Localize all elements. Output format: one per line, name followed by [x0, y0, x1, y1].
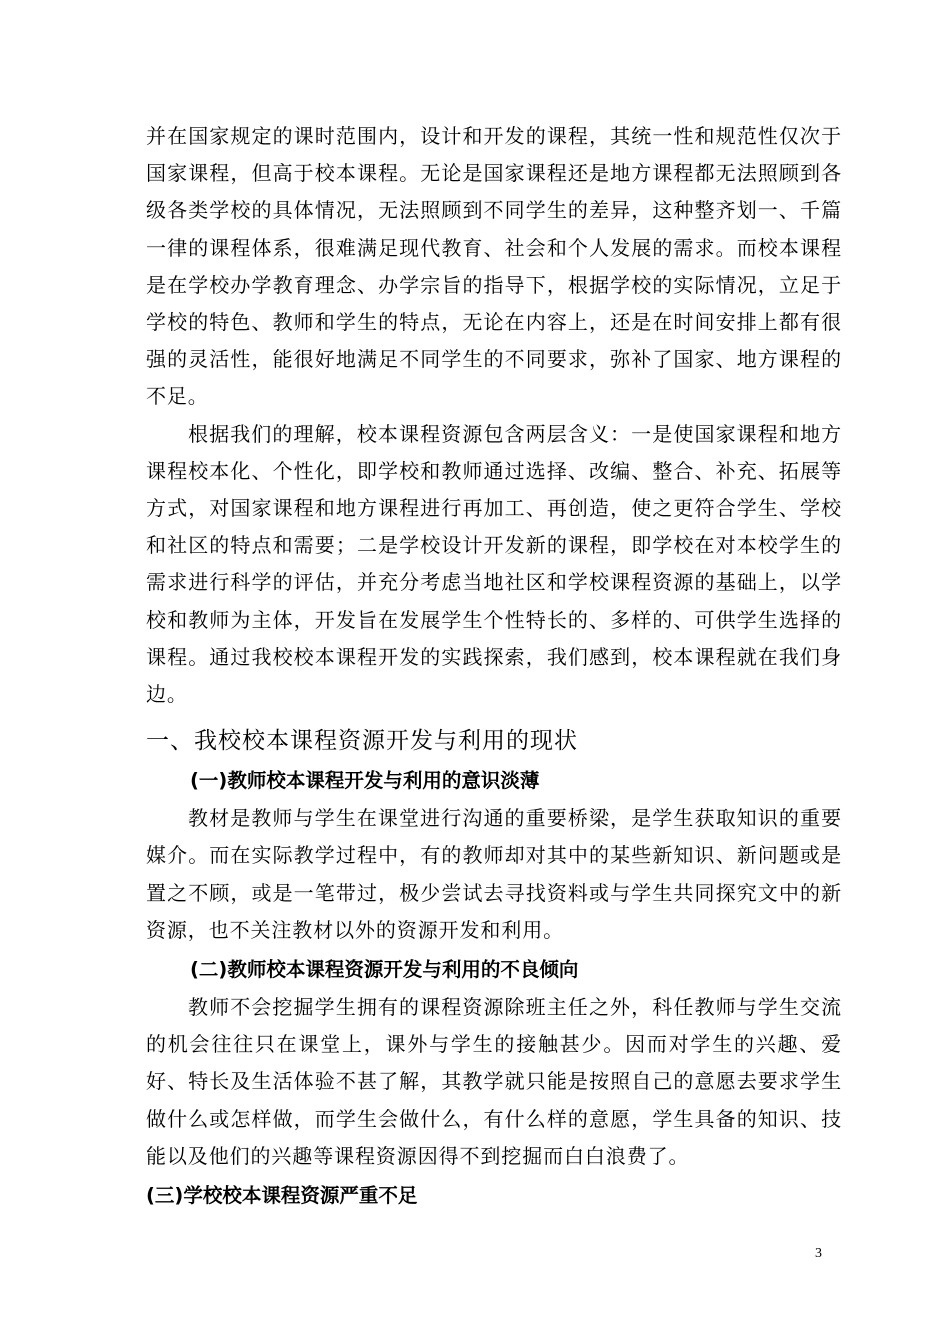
page-number: 3 — [815, 1246, 822, 1261]
body-paragraph: 教材是教师与学生在课堂进行沟通的重要桥梁，是学生获取知识的重要媒介。而在实际教学过程中，有的教师却对其中的某些新知识、新问题或是置之不顾，或是一笔带过，极少尝试去寻找资料或与学生共同探究文中的新资源，也不关注教材以外的资源开发和利用。 — [146, 806, 842, 942]
body-paragraph: 教师不会挖掘学生拥有的课程资源除班主任之外，科任教师与学生交流的机会往往只在课堂上，课外与学生的接触甚少。因而对学生的兴趣、爱好、特长及生活体验不甚了解，其教学就只能是按照自己的意愿去要求学生做什么或怎样做，而学生会做什么，有什么样的意愿，学生具备的知识、技能以及他们的兴趣等课程资源因得不到挖掘而白白浪费了。 — [146, 995, 842, 1168]
body-paragraph: 并在国家规定的课时范围内，设计和开发的课程，其统一性和规范性仅次于国家课程，但高于校本课程。无论是国家课程还是地方课程都无法照顾到各级各类学校的具体情况，无法照顾到不同学生的差异，这种整齐划一、千篇一律的课程体系，很难满足现代教育、社会和个人发展的需求。而校本课程是在学校办学教育理念、办学宗旨的指导下，根据学校的实际情况，立足于学校的特色、教师和学生的特点，无论在内容上，还是在时间安排上都有很强的灵活性，能很好地满足不同学生的不同要求，弥补了国家、地方课程的不足。 — [146, 124, 842, 409]
subsection-heading: (二)教师校本课程资源开发与利用的不良倾向 — [190, 958, 579, 982]
body-paragraph: 根据我们的理解，校本课程资源包含两层含义：一是使国家课程和地方课程校本化、个性化，即学校和教师通过选择、改编、整合、补充、拓展等方式，对国家课程和地方课程进行再加工、再创造，使之更符合学生、学校和社区的特点和需要；二是学校设计开发新的课程，即学校在对本校学生的需求进行科学的评估，并充分考虑当地社区和学校课程资源的基础上，以学校和教师为主体，开发旨在发展学生个性特长的、多样的、可供学生选择的课程。通过我校校本课程开发的实践探索，我们感到，校本课程就在我们身边。 — [146, 421, 842, 707]
section-heading: 一、我校校本课程资源开发与利用的现状 — [146, 728, 578, 755]
subsection-heading: (三)学校校本课程资源严重不足 — [146, 1184, 418, 1208]
subsection-heading: (一)教师校本课程开发与利用的意识淡薄 — [190, 769, 540, 793]
page-content — [146, 118, 842, 1215]
